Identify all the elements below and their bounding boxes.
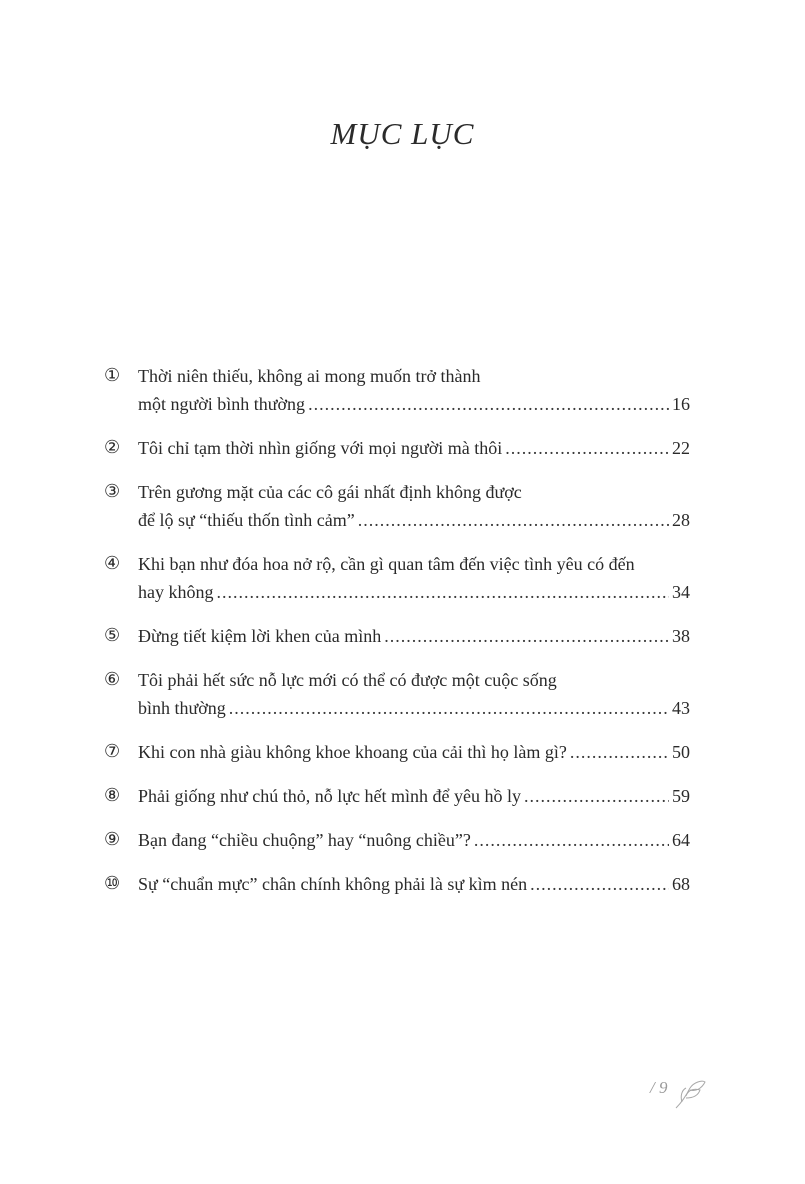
dot-leader (384, 622, 669, 650)
entry-title-line: Thời niên thiếu, không ai mong muốn trở thành (138, 366, 481, 386)
entry-page-number: 22 (672, 438, 690, 458)
entry-title-line: một người bình thường (138, 394, 306, 414)
page-title: MỤC LỤC (330, 116, 475, 151)
entry-number: ⑩ (104, 873, 121, 894)
entry-number: ① (104, 365, 121, 386)
dot-leader (229, 694, 669, 722)
toc-entry-8[interactable] (104, 782, 690, 810)
entry-title-line: Khi con nhà giàu không khoe khoang của cải thì họ làm gì? (138, 742, 567, 762)
leaf-icon (672, 1076, 708, 1112)
entry-number: ⑥ (104, 669, 121, 690)
entry-title-line: Khi bạn như đóa hoa nở rộ, cần gì quan tâm đến việc tình yêu có đến (138, 554, 635, 574)
entry-title-line: hay không (138, 582, 214, 602)
entry-number: ④ (104, 553, 121, 574)
entry-number: ⑤ (104, 625, 121, 646)
entry-number: ② (104, 437, 121, 458)
dot-leader (217, 578, 670, 606)
dot-leader (308, 390, 669, 418)
entry-number: ③ (104, 481, 121, 502)
dot-leader (505, 434, 669, 462)
toc-entry-3[interactable] (104, 478, 690, 534)
entry-title-line: Đừng tiết kiệm lời khen của mình (138, 626, 382, 646)
entry-title-line: để lộ sự “thiếu thốn tình cảm” (138, 510, 355, 530)
entry-number: ⑦ (104, 741, 121, 762)
entry-page-number: 28 (672, 510, 690, 530)
toc-entry-9[interactable] (104, 826, 690, 854)
dot-leader (358, 506, 669, 534)
toc-entry-4[interactable] (104, 550, 690, 606)
entry-page-number: 34 (672, 582, 690, 602)
page-number: / 9 (650, 1078, 668, 1097)
dot-leader (570, 738, 669, 766)
dot-leader (474, 826, 669, 854)
entry-title-line: Tôi phải hết sức nỗ lực mới có thể có được một cuộc sống (138, 670, 557, 690)
entry-page-number: 68 (672, 874, 690, 894)
toc-entry-7[interactable] (104, 738, 690, 766)
entry-page-number: 16 (672, 394, 690, 414)
entry-number: ⑨ (104, 829, 121, 850)
table-of-contents (104, 362, 690, 914)
entry-title-line: bình thường (138, 698, 226, 718)
entry-title-line: Trên gương mặt của các cô gái nhất định không được (138, 482, 522, 502)
entry-title-line: Phải giống như chú thỏ, nỗ lực hết mình để yêu hồ ly (138, 786, 521, 806)
entry-page-number: 59 (672, 786, 690, 806)
entry-page-number: 43 (672, 698, 690, 718)
dot-leader (524, 782, 669, 810)
toc-entry-10[interactable] (104, 870, 690, 898)
entry-page-number: 64 (672, 830, 690, 850)
dot-leader (530, 870, 669, 898)
toc-entry-5[interactable] (104, 622, 690, 650)
entry-page-number: 50 (672, 742, 690, 762)
toc-entry-1[interactable] (104, 362, 690, 418)
toc-entry-2[interactable] (104, 434, 690, 462)
entry-title-line: Bạn đang “chiều chuộng” hay “nuông chiều”? (138, 830, 471, 850)
entry-title-line: Sự “chuẩn mực” chân chính không phải là sự kìm nén (138, 874, 528, 894)
entry-number: ⑧ (104, 785, 121, 806)
entry-page-number: 38 (672, 626, 690, 646)
toc-entry-6[interactable] (104, 666, 690, 722)
entry-title-line: Tôi chỉ tạm thời nhìn giống với mọi người mà thôi (138, 438, 503, 458)
